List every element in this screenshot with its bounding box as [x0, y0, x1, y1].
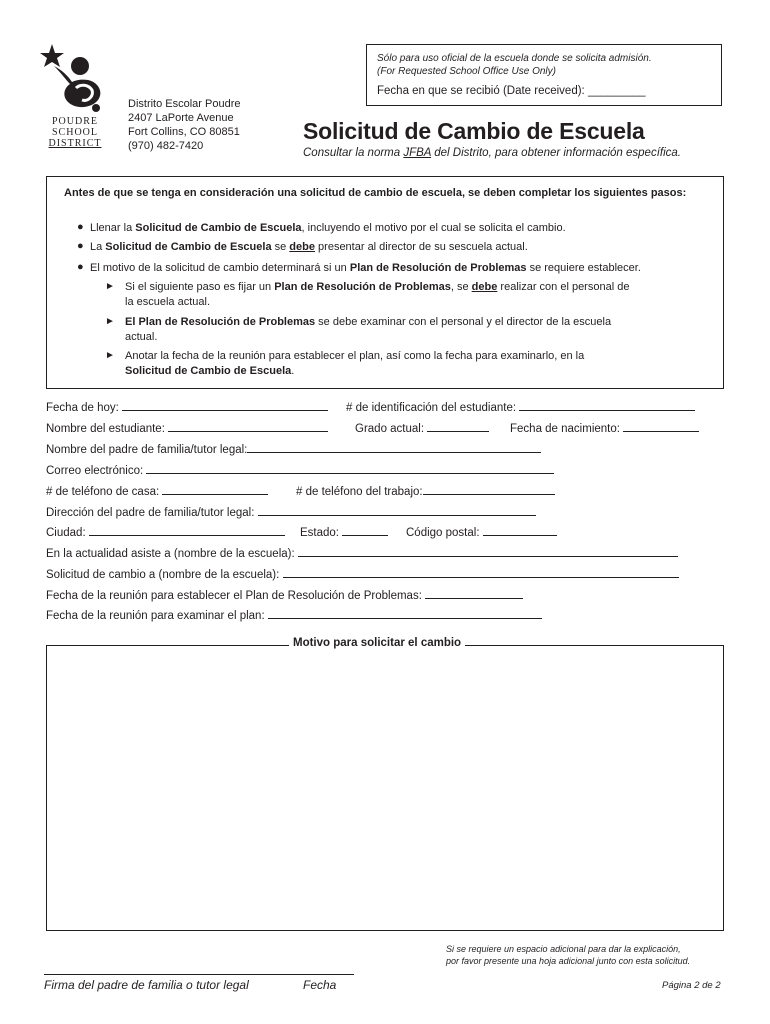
bullet-icon: ● — [77, 261, 84, 273]
additional-space-note: Si se requiere un espacio adicional para dar la explicación, — [446, 944, 681, 954]
zip-field[interactable]: Código postal: — [406, 524, 557, 540]
additional-space-note-2: por favor presente una hoja adicional junto con esta solicitud. — [446, 956, 691, 966]
arrow-right-icon: ► — [105, 281, 115, 292]
student-id-field[interactable]: # de identificación del estudiante: — [346, 399, 695, 415]
review-meeting-date-field[interactable]: Fecha de la reunión para examinar el plan: — [46, 607, 542, 623]
arrow-right-icon: ► — [105, 350, 115, 361]
logo-text-line2: SCHOOL — [51, 127, 98, 138]
current-school-field[interactable]: En la actualidad asiste a (nombre de la escuela): — [46, 545, 678, 561]
star-figure-icon — [40, 44, 110, 122]
city-field[interactable]: Ciudad: — [46, 524, 285, 540]
instructions-box — [46, 176, 724, 389]
work-phone-field[interactable]: # de teléfono del trabajo: — [296, 483, 555, 499]
home-phone-field[interactable]: # de teléfono de casa: — [46, 483, 268, 499]
reason-textarea[interactable] — [46, 637, 724, 931]
district-phone: (970) 482-7420 — [128, 140, 204, 152]
district-logo — [40, 44, 110, 152]
instruction-subitem: Si el siguiente paso es fijar un Plan de Resolución de Problemas, se debe realizar con el personal de la escuela actual. — [125, 281, 630, 308]
instruction-item: La Solicitud de Cambio de Escuela se debe presentar al director de su sescuela actual. — [90, 241, 528, 253]
subtitle-text: Consultar la norma — [303, 147, 404, 159]
date-today-field[interactable]: Fecha de hoy: — [46, 399, 328, 415]
reason-label: Motivo para solicitar el cambio — [289, 637, 465, 649]
instructions-heading: Antes de que se tenga en consideración una solicitud de cambio de escuela, se deben completar los siguientes pasos: — [64, 187, 687, 199]
district-name: Distrito Escolar Poudre — [128, 98, 241, 110]
office-use-note-english: (For Requested School Office Use Only) — [377, 66, 556, 77]
page-title: Solicitud de Cambio de Escuela — [303, 118, 645, 144]
instruction-item: Llenar la Solicitud de Cambio de Escuela, incluyendo el motivo por el cual se solicita el cambio. — [90, 222, 566, 234]
logo-text-line1: POUDRE — [51, 116, 98, 127]
arrow-right-icon: ► — [105, 316, 115, 327]
district-street: 2407 LaPorte Avenue — [128, 112, 234, 124]
requested-school-field[interactable]: Solicitud de cambio a (nombre de la escuela): — [46, 566, 679, 582]
instruction-subitem: Anotar la fecha de la reunión para establecer el plan, así como la fecha para examinarlo, en la Solicitud de Cambio de Escuela. — [125, 350, 585, 377]
instruction-subitem: El Plan de Resolución de Problemas se debe examinar con el personal y el director de la escuela actual. — [125, 316, 612, 343]
signature-label: Firma del padre de familia o tutor legal — [44, 978, 249, 992]
birth-date-field[interactable]: Fecha de nacimiento: — [510, 420, 699, 436]
parent-name-field[interactable]: Nombre del padre de familia/tutor legal: — [46, 441, 541, 457]
instruction-item: El motivo de la solicitud de cambio determinará si un Plan de Resolución de Problemas se requiere establecer. — [90, 262, 641, 274]
plan-meeting-date-field[interactable]: Fecha de la reunión para establecer el Plan de Resolución de Problemas: — [46, 587, 523, 603]
student-name-field[interactable]: Nombre del estudiante: — [46, 420, 328, 436]
signature-line[interactable] — [44, 974, 354, 975]
parent-address-field[interactable]: Dirección del padre de familia/tutor legal: — [46, 504, 536, 520]
office-use-note: Sólo para uso oficial de la escuela donde se solicita admisión. — [377, 53, 652, 64]
logo-text-line3: DISTRICT — [48, 138, 102, 149]
date-received-field[interactable]: Fecha en que se recibió (Date received): _________ — [377, 85, 646, 97]
policy-link[interactable]: JFBA — [403, 147, 432, 159]
grade-field[interactable]: Grado actual: — [355, 420, 489, 436]
district-city: Fort Collins, CO 80851 — [128, 126, 240, 138]
page-subtitle — [303, 147, 681, 159]
page-number: Página 2 de 2 — [662, 980, 721, 991]
office-use-box — [366, 44, 722, 106]
bullet-icon: ● — [77, 240, 84, 252]
subtitle-text-end: del Distrito, para obtener información específica. — [431, 147, 681, 159]
email-field[interactable]: Correo electrónico: — [46, 462, 554, 478]
bullet-icon: ● — [77, 221, 84, 233]
signature-date-label: Fecha — [303, 978, 337, 992]
state-field[interactable]: Estado: — [300, 524, 388, 540]
